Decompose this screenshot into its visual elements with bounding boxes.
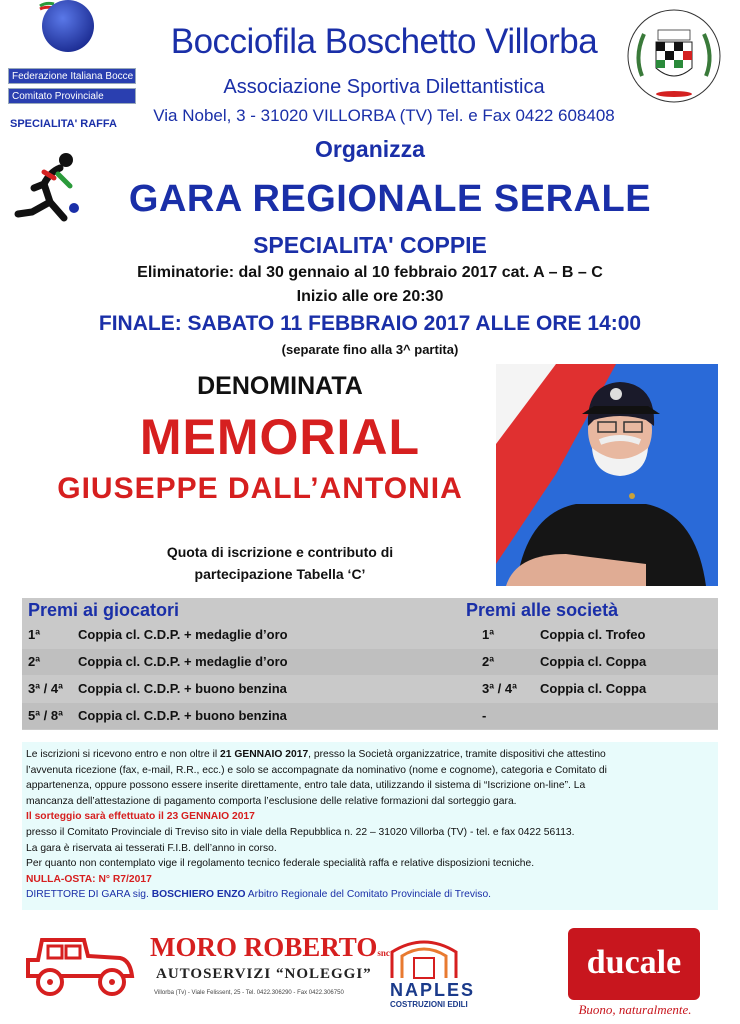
nulla-osta: NULLA-OSTA: N° R7/2017: [26, 873, 152, 885]
ducale-logo-text: ducale: [586, 944, 682, 981]
info-line: La gara è riservata ai tesserati F.I.B. dell’anno in corso.: [26, 842, 277, 854]
club-place: 2ª: [482, 654, 495, 669]
start-time: Inizio alle ore 20:30: [296, 288, 444, 305]
info-text: Le iscrizioni si ricevono entro e non oltre il: [26, 749, 221, 760]
info-line: mancanza dell’attestazione di pagamento comporta l’esclusione delle relative formazioni dal sorteggio gara.: [26, 795, 517, 807]
clubs-prizes-header: Premi alle società: [466, 600, 619, 620]
club-prize: Coppia cl. Coppa: [540, 654, 647, 669]
club-seal-icon: [622, 6, 726, 106]
event-title: GARA REGIONALE SERALE: [128, 178, 652, 220]
vintage-car-icon: [22, 930, 138, 1000]
naples-logo-text: NAPLES: [390, 980, 476, 1000]
final-date: FINALE: SABATO 11 FEBBRAIO 2017 ALLE ORE 14:00: [98, 312, 642, 335]
club-address: Via Nobel, 3 - 31020 VILLORBA (TV) Tel. e Fax 0422 608408: [153, 106, 615, 125]
race-director: [22, 887, 718, 903]
event-specialty: SPECIALITA' COPPIE: [253, 232, 487, 258]
fee-line-2: partecipazione Tabella ‘C’: [194, 566, 366, 582]
moro-address: Villorba (Tv) - Viale Felissent, 25 - Tel. 0422.306290 - Fax 0422.306750: [154, 990, 344, 996]
prize-row: [22, 622, 718, 648]
separate-note: (separate fino alla 3^ partita): [281, 342, 459, 357]
naples-subtitle: COSTRUZIONI EDILI: [390, 1000, 468, 1009]
director-name: BOSCHIERO ENZO: [151, 889, 246, 901]
memorial-title: MEMORIAL: [139, 409, 421, 465]
federation-label: Federazione Italiana Bocce: [8, 68, 136, 84]
info-line: [22, 742, 718, 763]
info-text: DIRETTORE DI GARA sig.: [26, 889, 152, 901]
club-place: 1ª: [482, 627, 495, 642]
players-prizes-header: Premi ai giocatori: [28, 600, 180, 620]
denominata-label: DENOMINATA: [197, 372, 363, 400]
club-type: Associazione Sportiva Dilettantistica: [223, 76, 545, 98]
info-line: appartenenza, oppure possono essere inserite direttamente, entro tale data, utilizzando il sistema di “Iscrizione on-line”. La: [26, 780, 586, 792]
info-line: l’avvenuta ricezione (fax, e-mail, R.R., ecc.) e solo se accompagnate da nominativo (nome e cognome), categoria e Comitato di: [26, 764, 607, 776]
naples-arch-icon: [388, 932, 460, 980]
club-prize: Coppia cl. Trofeo: [540, 627, 646, 642]
club-place: 3ª / 4ª: [482, 681, 517, 696]
prize-row: [22, 703, 718, 729]
bocce-ball-icon: [36, 0, 98, 56]
player-place: 2ª: [28, 654, 41, 669]
moro-suffix: snc: [377, 948, 390, 958]
fee-line-1: Quota di iscrizione e contributo di: [166, 544, 394, 560]
player-prize: Coppia cl. C.D.P. + buono benzina: [78, 708, 287, 723]
draw-date: Il sorteggio sarà effettuato il 23 GENNAIO 2017: [26, 811, 255, 823]
ducale-slogan: Buono, naturalmente.: [578, 1002, 692, 1017]
dedicatee-name: GIUSEPPE DALL’ANTONIA: [57, 472, 463, 505]
organizza-heading: Organizza: [315, 136, 425, 162]
club-name: Bocciofila Boschetto Villorba: [170, 22, 598, 61]
player-place: 3ª / 4ª: [28, 681, 63, 696]
moro-roberto-logo: [150, 932, 390, 963]
bocce-player-icon: [10, 150, 82, 226]
club-place: -: [482, 708, 487, 723]
info-line: presso il Comitato Provinciale di Treviso sito in viale della Repubblica n. 22 – 31020 Villorba (TV) - tel. e fax 0422 56113.: [26, 826, 575, 838]
info-text: , presso la Società organizzatrice, tramite dispositivi che attestino: [308, 749, 606, 760]
player-place: 1ª: [28, 627, 41, 642]
player-place: 5ª / 8ª: [28, 708, 63, 723]
memorial-photo: [496, 364, 718, 586]
player-prize: Coppia cl. C.D.P. + medaglie d’oro: [78, 654, 288, 669]
prizes-table: [22, 598, 718, 730]
info-text: Arbitro Regionale del Comitato Provinciale di Treviso.: [245, 889, 492, 901]
prize-row: [22, 649, 718, 675]
moro-subtitle: AUTOSERVIZI “NOLEGGI”: [156, 966, 372, 982]
prize-row: [22, 676, 718, 702]
eliminatorie-dates: Eliminatorie: dal 30 gennaio al 10 febbraio 2017 cat. A – B – C: [137, 264, 603, 281]
committee-label: Comitato Provinciale Treviso: [8, 88, 136, 104]
club-prize: Coppia cl. Coppa: [540, 681, 647, 696]
player-prize: Coppia cl. C.D.P. + medaglie d’oro: [78, 627, 288, 642]
info-line: Per quanto non contemplato vige il regolamento tecnico federale specialità raffa e relative disposizioni tecniche.: [26, 858, 535, 870]
specialita-raffa: SPECIALITA' RAFFA: [10, 118, 117, 130]
player-prize: Coppia cl. C.D.P. + buono benzina: [78, 681, 287, 696]
registration-deadline: 21 GENNAIO 2017: [220, 749, 309, 760]
moro-name-text: MORO ROBERTO: [150, 932, 378, 962]
registration-info: [22, 742, 718, 910]
